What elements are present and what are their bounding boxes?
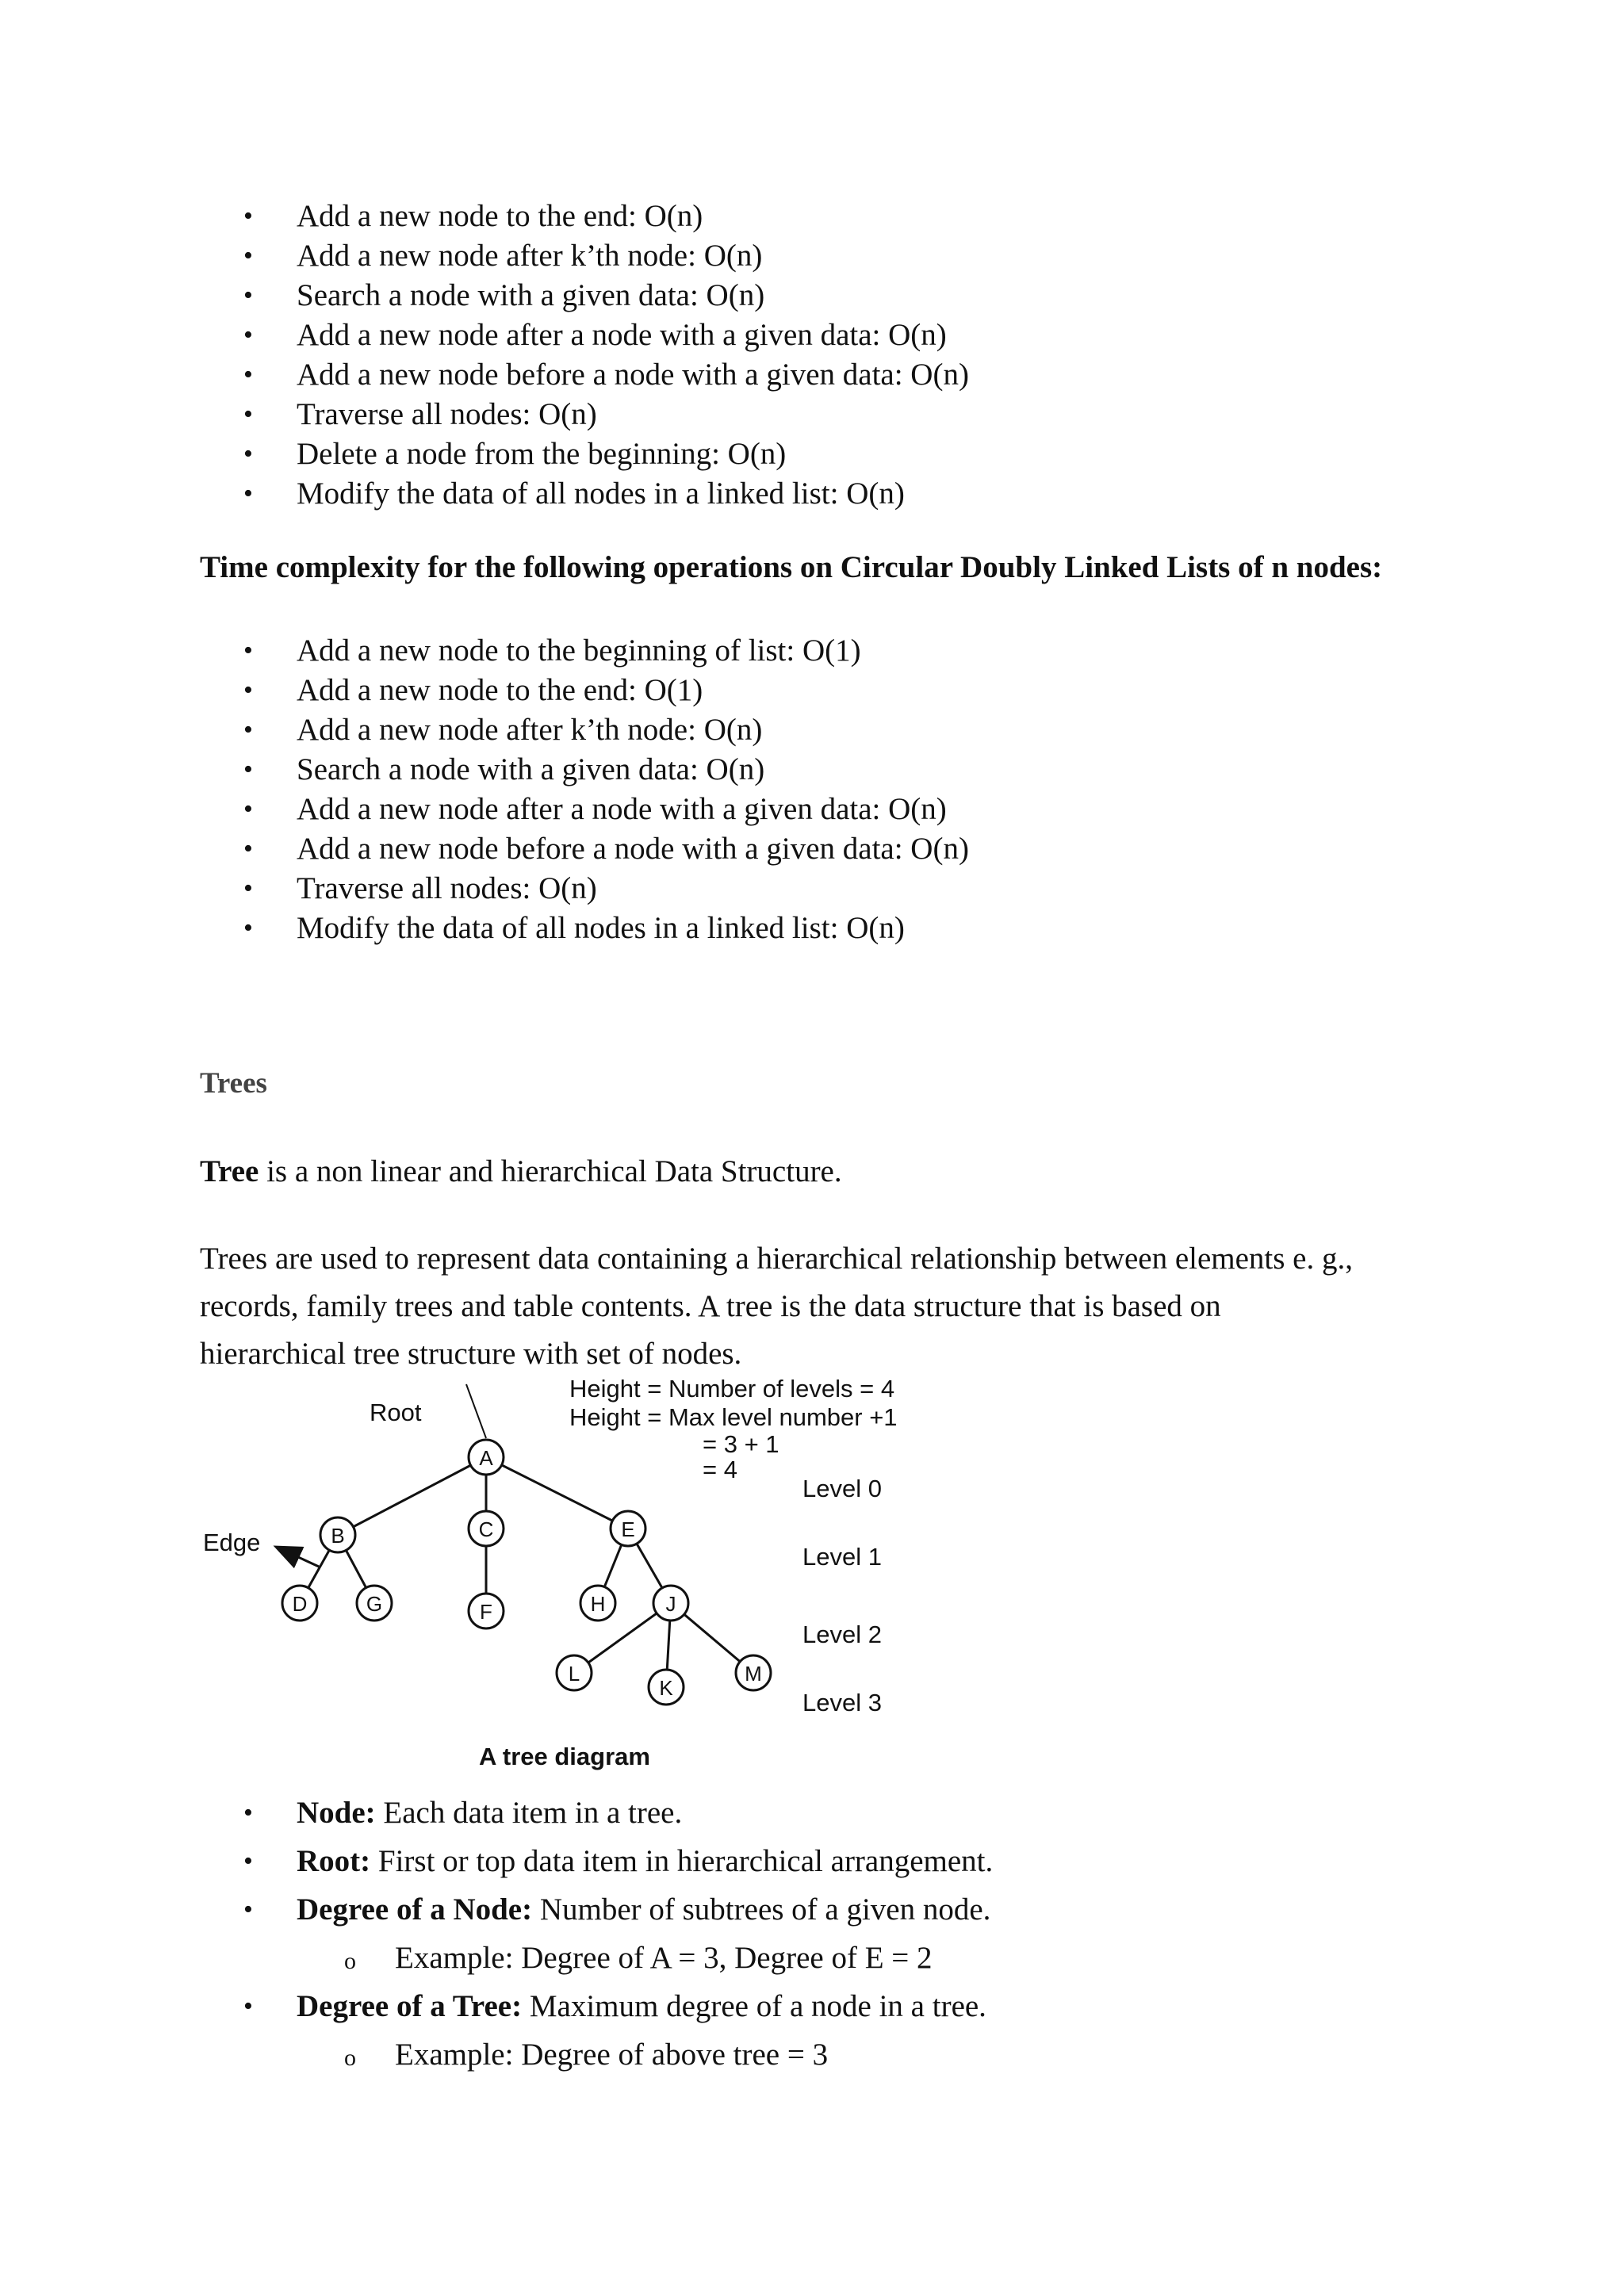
height-note-line: Height = Max level number +1 (569, 1403, 898, 1431)
list-item: • Modify the data of all nodes in a linked list: O(n) (200, 909, 969, 948)
tree-terms-list (200, 1789, 993, 2079)
circular-list-heading: Time complexity for the following operations on Circular Doubly Linked Lists of n nodes: (200, 550, 1383, 584)
paragraph-line: hierarchical tree structure with set of nodes. (200, 1337, 742, 1371)
node-label: G (366, 1592, 383, 1616)
list-item: • Add a new node after a node with a given data: O(n) (200, 790, 969, 829)
tree-definition-text: is a non linear and hierarchical Data Structure. (259, 1154, 842, 1188)
node-label: E (621, 1517, 635, 1541)
definition-term: Degree of a Tree: (297, 1989, 523, 2023)
level-labels (802, 1475, 882, 1716)
node-label: F (480, 1600, 492, 1624)
diagram-caption: A tree diagram (479, 1743, 650, 1770)
list-item: • Add a new node to the end: O(n) (200, 197, 969, 236)
height-note-line: Height = Number of levels = 4 (569, 1375, 895, 1402)
list-item: • Traverse all nodes: O(n) (200, 869, 969, 909)
node-label: K (659, 1676, 673, 1700)
node-label: L (568, 1662, 580, 1686)
list-item: • Search a node with a given data: O(n) (200, 750, 969, 790)
definition-text: First or top data item in hierarchical arrangement. (370, 1844, 994, 1878)
tree-node-labels (293, 1446, 762, 1700)
example-item: o Example: Degree of A = 3, Degree of E = 2 (297, 1934, 993, 1982)
paragraph-line: Trees are used to represent data containing a hierarchical relationship between elements e. g., (200, 1242, 1353, 1276)
node-label: J (665, 1592, 676, 1616)
list-item: • Add a new node before a node with a given data: O(n) (200, 829, 969, 869)
definition-item (200, 1982, 993, 2079)
tree-diagram (198, 1368, 944, 1781)
list-item: • Delete a node from the beginning: O(n) (200, 434, 969, 474)
definition-item (200, 1837, 993, 1885)
paragraph-line: records, family trees and table contents. A tree is the data structure that is based on (200, 1289, 1221, 1323)
tree-term: Tree (200, 1154, 259, 1188)
tree-definition (200, 1148, 842, 1196)
circular-doubly-complexity-list (200, 631, 969, 948)
edge-a-b (338, 1457, 486, 1535)
list-item: • Add a new node to the beginning of list: O(1) (200, 631, 969, 671)
list-item: • Add a new node before a node with a given data: O(n) (200, 355, 969, 395)
example-list (297, 1934, 993, 1982)
definition-text: Number of subtrees of a given node. (532, 1892, 991, 1927)
height-note-line: = 4 (703, 1456, 737, 1483)
definition-item (200, 1885, 993, 1982)
level-label: Level 0 (802, 1475, 882, 1502)
node-label: A (479, 1446, 493, 1470)
node-label: C (478, 1517, 494, 1541)
list-item: • Modify the data of all nodes in a linked list: O(n) (200, 474, 969, 514)
definition-text: Maximum degree of a node in a tree. (522, 1989, 986, 2023)
level-label: Level 2 (802, 1621, 882, 1648)
list-item: • Search a node with a given data: O(n) (200, 276, 969, 316)
node-label: H (590, 1592, 606, 1616)
root-label: Root (370, 1399, 422, 1426)
node-label: B (331, 1524, 345, 1548)
trees-paragraph (200, 1235, 1353, 1378)
list-item: • Traverse all nodes: O(n) (200, 395, 969, 434)
node-label: M (745, 1662, 762, 1686)
node-label: D (292, 1592, 308, 1616)
height-note-line: = 3 + 1 (703, 1430, 779, 1458)
list-item: • Add a new node after k’th node: O(n) (200, 710, 969, 750)
level-label: Level 3 (802, 1689, 882, 1716)
height-notes (569, 1375, 898, 1483)
list-item: • Add a new node to the end: O(1) (200, 671, 969, 710)
list-item: • Add a new node after k’th node: O(n) (200, 236, 969, 276)
definition-item (200, 1789, 993, 1837)
edge-pointer-arrow (278, 1548, 319, 1567)
definition-term: Node: (297, 1796, 376, 1830)
root-pointer-line (466, 1384, 486, 1438)
singly-linked-complexity-list (200, 197, 969, 514)
level-label: Level 1 (802, 1543, 882, 1571)
definition-text: Each data item in a tree. (375, 1796, 683, 1830)
list-item: • Add a new node after a node with a given data: O(n) (200, 316, 969, 355)
definition-term: Degree of a Node: (297, 1892, 533, 1927)
example-item: o Example: Degree of above tree = 3 (297, 2030, 993, 2079)
edge-label: Edge (203, 1529, 261, 1556)
example-list (297, 2030, 993, 2079)
definition-term: Root: (297, 1844, 371, 1878)
trees-section-title: Trees (200, 1067, 267, 1100)
edge-a-e (486, 1457, 628, 1529)
tree-node-circles (282, 1440, 771, 1705)
